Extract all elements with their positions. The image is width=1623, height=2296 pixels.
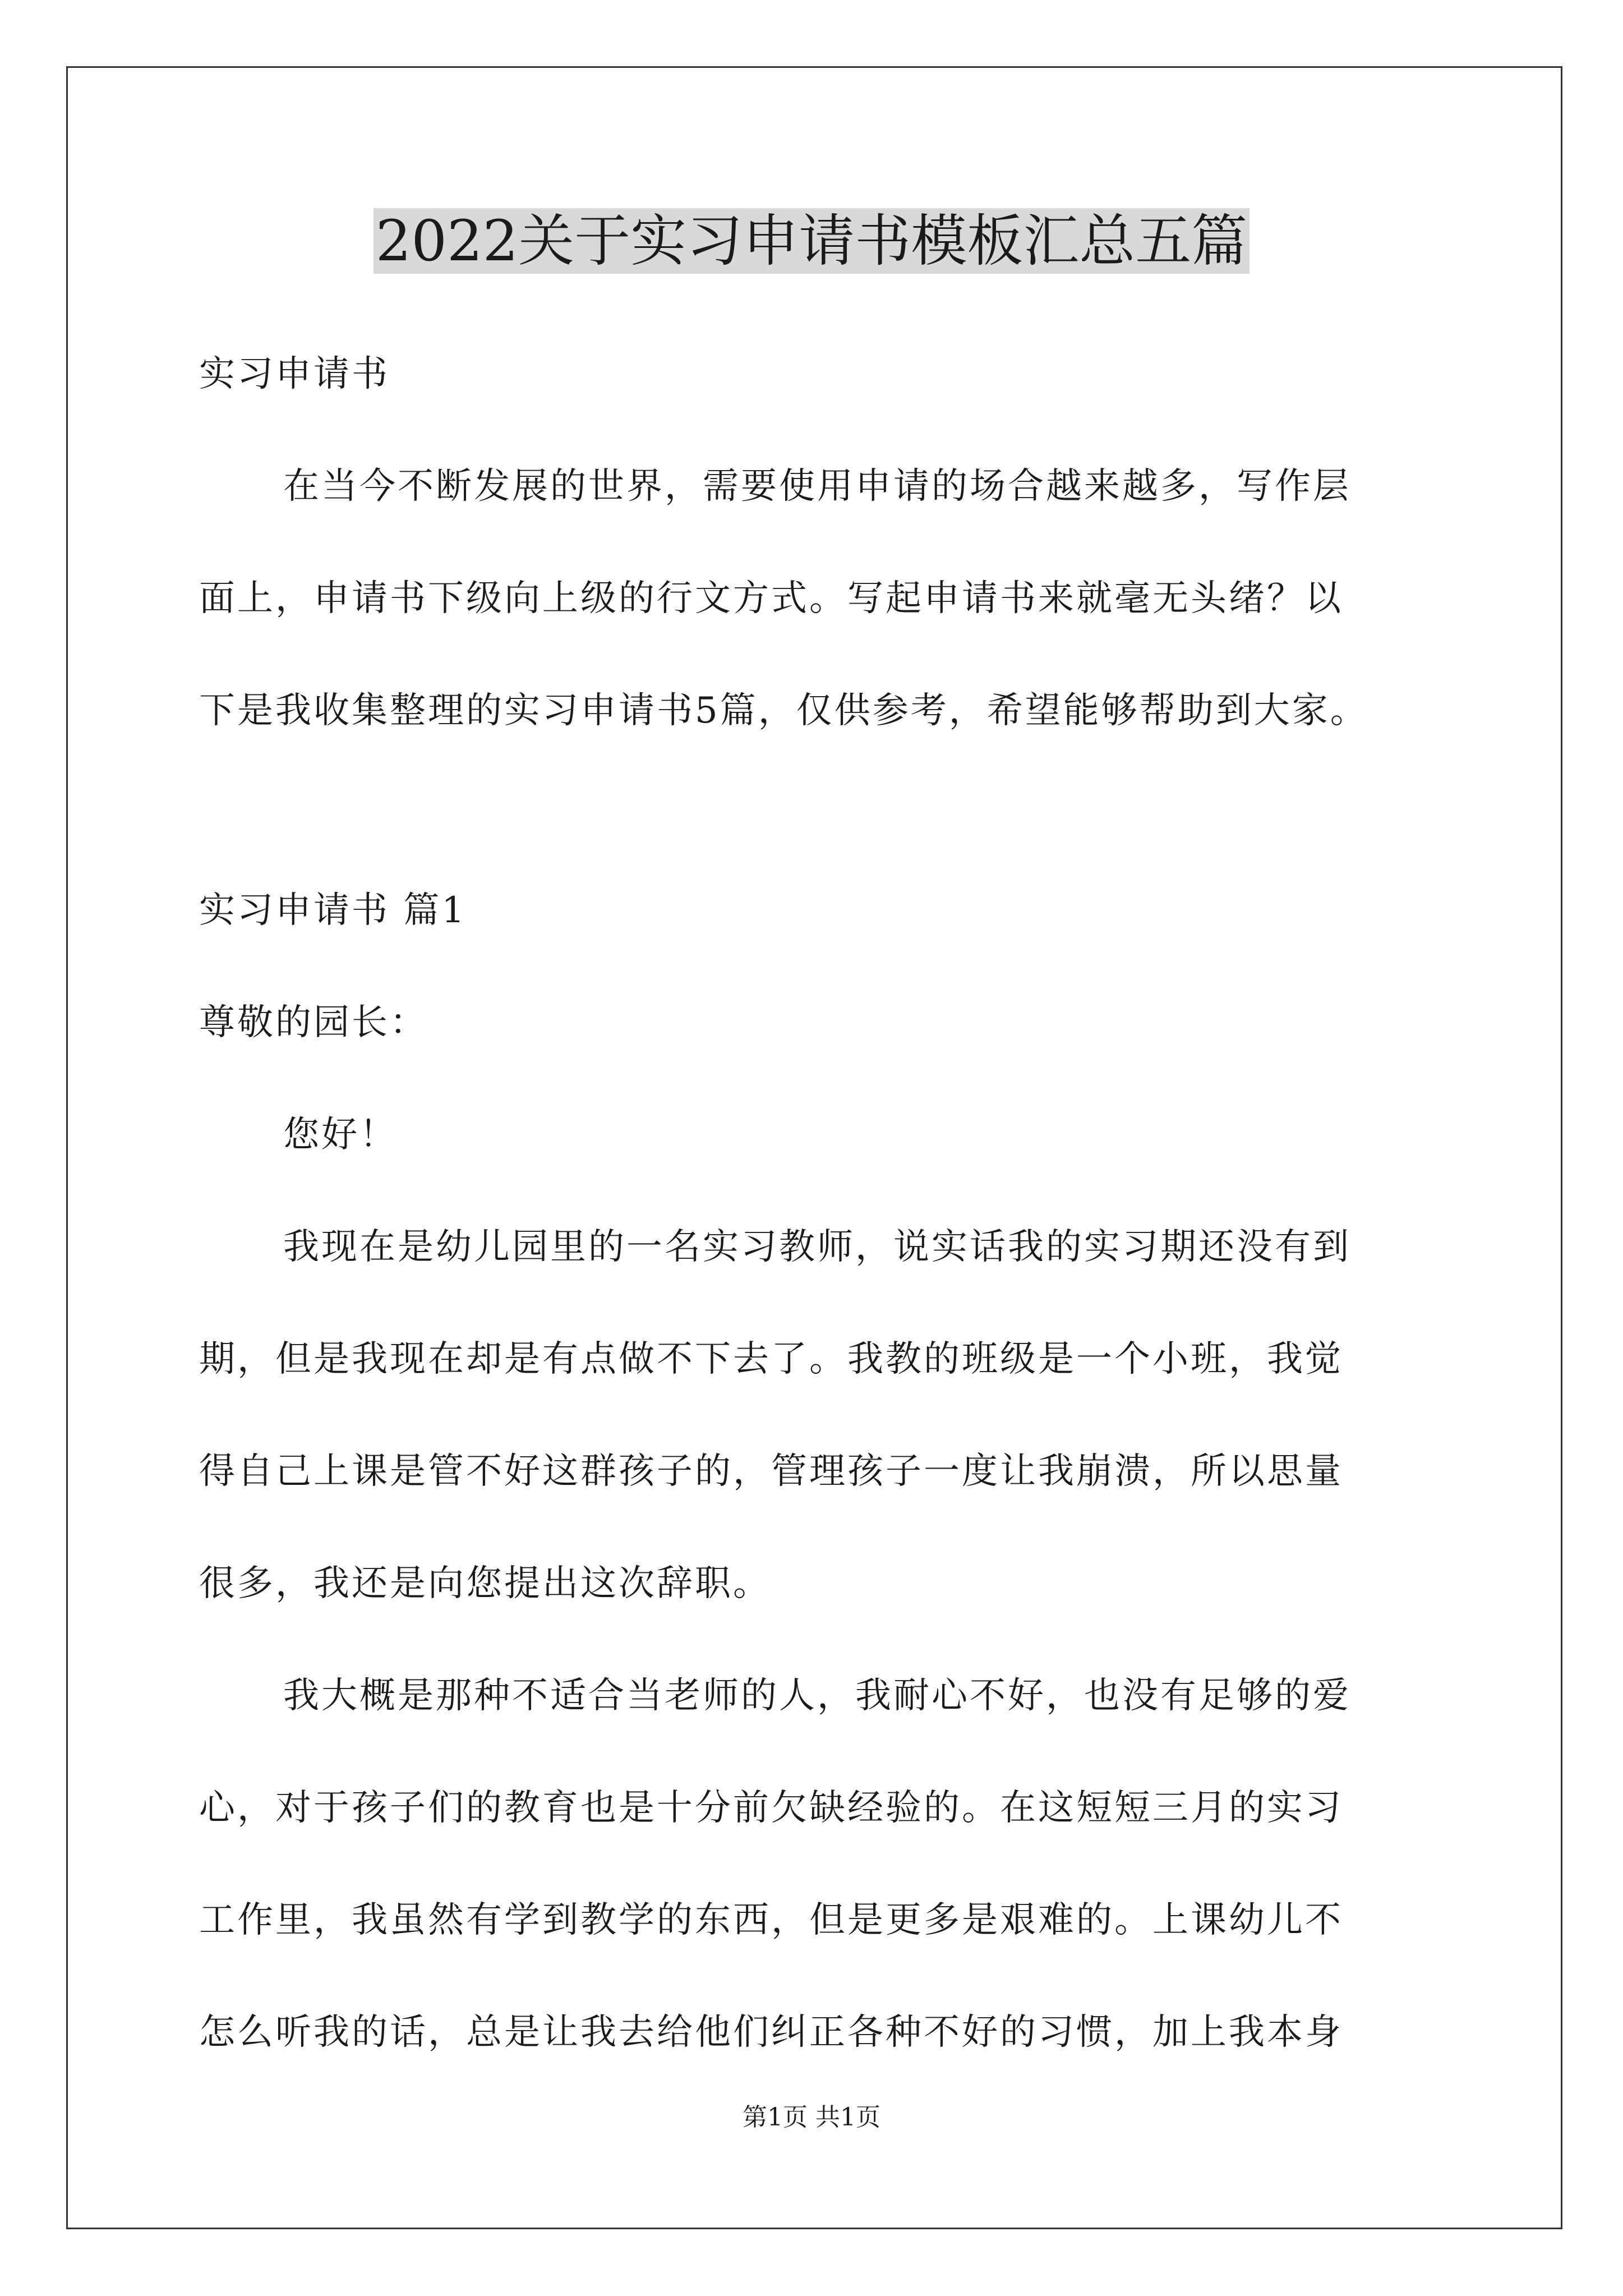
document-title (0, 205, 1623, 278)
intro-line-3: 下是我收集整理的实习申请书5篇，仅供参考，希望能够帮助到大家。 (199, 690, 1368, 731)
page-footer: 第1页 共1页 (743, 2103, 880, 2132)
section-heading: 实习申请书 篇1 (199, 890, 467, 931)
para1-line-1: 我现在是幼儿园里的一名实习教师，说实话我的实习期还没有到 (283, 1226, 1351, 1268)
para2-line-4: 怎么听我的话，总是让我去给他们纠正各种不好的习惯，加上我本身 (199, 2012, 1343, 2053)
para1-line-2: 期，但是我现在却是有点做不下去了。我教的班级是一个小班，我觉 (199, 1338, 1343, 1380)
para2-line-3: 工作里，我虽然有学到教学的东西，但是更多是艰难的。上课幼儿不 (199, 1899, 1343, 1941)
para2-line-2: 心，对于孩子们的教育也是十分前欠缺经验的。在这短短三月的实习 (199, 1787, 1343, 1829)
intro-line-1: 在当今不断发展的世界，需要使用申请的场合越来越多，写作层 (283, 466, 1351, 507)
para1-line-3: 得自己上课是管不好这群孩子的，管理孩子一度让我崩溃，所以思量 (199, 1451, 1343, 1492)
intro-paragraph (199, 430, 1430, 767)
greeting: 您好！ (283, 1114, 398, 1156)
letter-section (199, 854, 1430, 2088)
intro-section (199, 318, 1430, 430)
salutation: 尊敬的园长： (199, 1002, 428, 1043)
intro-line-2: 面上，申请书下级向上级的行文方式。写起申请书来就毫无头绪？以 (199, 578, 1343, 619)
intro-heading: 实习申请书 (199, 353, 390, 395)
para1-line-4: 很多，我还是向您提出这次辞职。 (199, 1563, 771, 1604)
document-title-text: 2022关于实习申请书模板汇总五篇 (374, 208, 1250, 274)
para2-line-1: 我大概是那种不适合当老师的人，我耐心不好，也没有足够的爱 (283, 1675, 1351, 1717)
